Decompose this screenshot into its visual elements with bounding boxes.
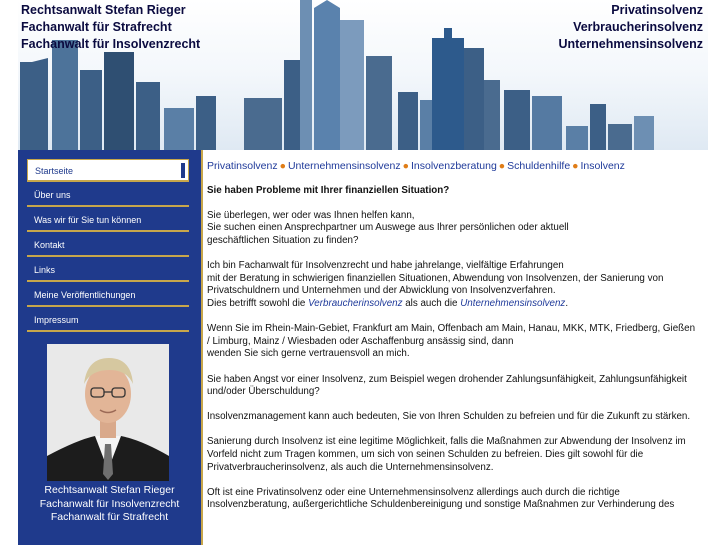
p6-line: Sanierung durch Insolvenz ist eine legitime Möglichkeit, falls die Maßnahmen zur Abwendung der Insolvenz im: [207, 436, 686, 448]
caption-title-1: Fachanwalt für Insolvenzrecht: [39, 497, 180, 510]
caption-name: Rechtsanwalt Stefan Rieger: [44, 484, 175, 496]
header-specialty-2: Fachanwalt für Insolvenzrecht: [21, 37, 201, 51]
link-verbraucherinsolvenz[interactable]: Verbraucherinsolvenz: [308, 297, 403, 309]
p2-last-post: .: [565, 297, 569, 309]
header-title-block: [21, 2, 200, 53]
header-banner: [18, 0, 708, 150]
p4-line: und/oder Überschuldung?: [207, 386, 320, 398]
p3-line: wenden Sie sich gerne vertrauensvoll an mich.: [207, 348, 410, 360]
nav-item-kontakt[interactable]: Kontakt: [27, 234, 189, 257]
bullet-icon: ●: [572, 160, 579, 172]
bullet-icon: ●: [402, 160, 409, 172]
nav-item-startseite[interactable]: Startseite: [27, 159, 189, 182]
sidebar-nav: [27, 159, 189, 334]
paragraph-5: [207, 411, 707, 424]
nav-item-links[interactable]: Links: [27, 259, 189, 282]
link-insolvenz[interactable]: Insolvenz: [580, 160, 625, 172]
header-topic-2: Verbraucherinsolvenz: [573, 20, 703, 34]
p6-line: Privatverbraucherinsolvenz, als auch die Unternehmensinsolvenz.: [207, 461, 494, 473]
bullet-icon: ●: [498, 160, 506, 172]
p7-line: Oft ist eine Privatinsolvenz oder eine Unternehmensinsolvenz allerdings auch durch die richtige: [207, 486, 620, 498]
p1-line: geschäftlichen Situation zu finden?: [207, 234, 359, 246]
p2-line: Ich bin Fachanwalt für Insolvenzrecht und habe jahrelange, vielfältige Erfahrungen: [207, 260, 564, 272]
gold-divider: [201, 150, 203, 545]
nav-item-leistungen[interactable]: Was wir für Sie tun können: [27, 209, 189, 232]
header-topic-1: Privatinsolvenz: [611, 3, 703, 17]
sidebar: [18, 150, 201, 545]
p1-line: Sie suchen einen Ansprechpartner um Auswege aus Ihrer persönlichen oder aktuell: [207, 222, 569, 234]
nav-item-ueber-uns[interactable]: Über uns: [27, 184, 189, 207]
nav-item-impressum[interactable]: Impressum: [27, 309, 189, 332]
p2-line: Privatschuldnern und Unternehmen und der Abwicklung von Insolvenzverfahren.: [207, 285, 556, 297]
paragraph-3: [207, 323, 707, 361]
p3-line: / Limburg, Mainz / Wiesbaden oder Aschaffenburg ansässig sind, dann: [207, 335, 514, 347]
paragraph-6: [207, 436, 707, 474]
header-topic-3: Unternehmensinsolvenz: [558, 37, 703, 51]
p2-last-pre: Dies betrifft sowohl die: [207, 297, 309, 309]
nav-item-veroeffentlichungen[interactable]: Meine Veröffentlichungen: [27, 284, 189, 307]
p2-line: mit der Beratung in schwierigen finanziellen Situationen, Abwendung von Insolvenzen, der Sanierung von: [207, 272, 664, 284]
topic-links-bar: [207, 160, 707, 173]
p2-last-mid: als auch die: [402, 297, 461, 309]
paragraph-1: [207, 210, 707, 248]
header-topics-block: [559, 2, 703, 53]
intro-question: Sie haben Probleme mit Ihrer finanziellen Situation?: [207, 184, 450, 196]
paragraph-7: [207, 487, 707, 512]
p3-line: Wenn Sie im Rhein-Main-Gebiet, Frankfurt am Main, Offenbach am Main, Hanau, MKK, MTK, Friedberg, Gießen: [207, 323, 696, 335]
p1-line: Sie überlegen, wer oder was Ihnen helfen kann,: [207, 209, 415, 221]
caption-title-2: Fachanwalt für Strafrecht: [50, 511, 169, 523]
link-insolvenzberatung[interactable]: Insolvenzberatung: [410, 160, 497, 172]
portrait-caption: [18, 484, 201, 525]
paragraph-2: [207, 260, 707, 310]
p6-line: Vorfeld nicht zum Tragen kommen, um sich von seinen Schulden zu befreien. Dies gilt sowohl für die: [207, 449, 644, 461]
portrait-photo: [47, 344, 169, 481]
link-schuldenhilfe[interactable]: Schuldenhilfe: [507, 160, 571, 172]
link-privatinsolvenz[interactable]: Privatinsolvenz: [207, 160, 278, 172]
link-unternehmensinsolvenz-inline[interactable]: Unternehmensinsolvenz: [460, 297, 566, 309]
p4-line: Sie haben Angst vor einer Insolvenz, zum Beispiel wegen drohender Zahlungsunfähigkeit, Zahlungsunfähigkeit: [207, 373, 687, 385]
bullet-icon: ●: [279, 160, 286, 172]
header-specialty-1: Fachanwalt für Strafrecht: [21, 20, 172, 34]
p7-line: Insolvenzberatung, außergerichtliche Schuldenbereinigung und sonstige Maßnahmen zur Verhinderung des: [207, 499, 675, 511]
paragraph-4: [207, 374, 707, 399]
link-unternehmensinsolvenz[interactable]: Unternehmensinsolvenz: [287, 160, 401, 172]
header-name: Rechtsanwalt Stefan Rieger: [21, 3, 186, 17]
p5-line: Insolvenzmanagement kann auch bedeuten, Sie von Ihren Schulden zu befreien und für die Zukunft zu stärken.: [207, 411, 691, 423]
main-content: [207, 160, 707, 525]
